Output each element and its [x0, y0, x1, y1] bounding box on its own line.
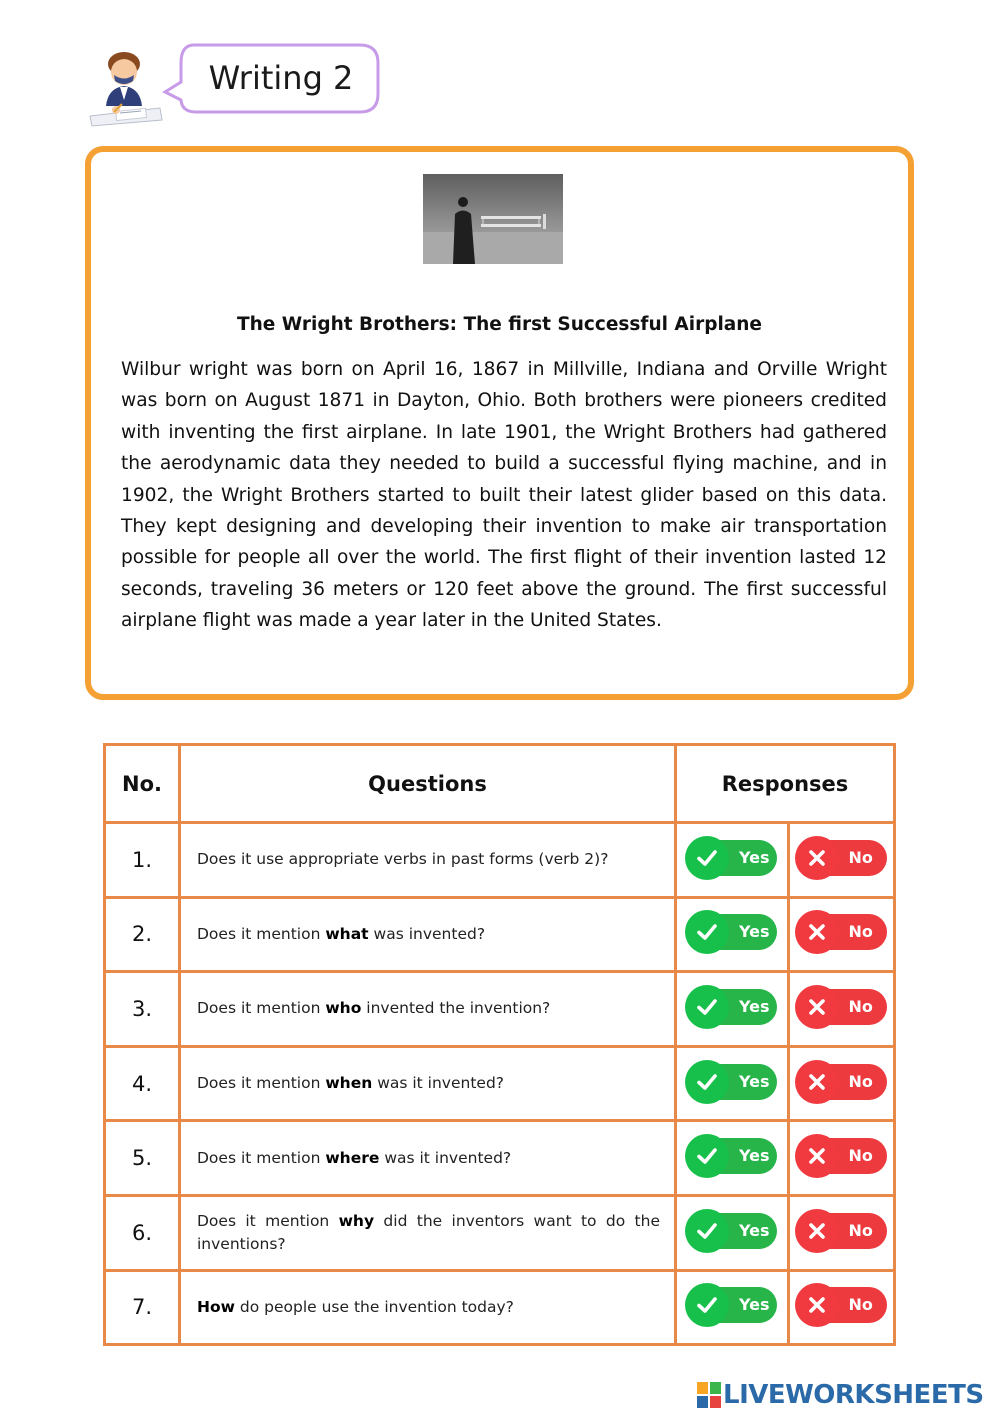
yes-label: Yes	[739, 922, 770, 942]
yes-label: Yes	[739, 847, 770, 867]
question-keyword: why	[338, 1211, 375, 1230]
question-keyword: who	[325, 999, 362, 1018]
table-row	[105, 823, 895, 898]
passage-title: The Wright Brothers: The first Successful Airplane	[237, 314, 762, 335]
question-text-start: Does it mention	[197, 1148, 326, 1167]
close-knob	[795, 836, 839, 880]
table-row	[105, 1121, 895, 1196]
no-button[interactable]	[797, 1064, 887, 1100]
close-knob	[795, 985, 839, 1029]
question-text-end: invented the invention?	[361, 999, 551, 1018]
no-cell	[789, 1270, 895, 1345]
question-text-end: was it invented?	[372, 1074, 505, 1093]
header-responses: Responses	[676, 745, 895, 823]
row-number: 5.	[105, 1121, 180, 1196]
no-button[interactable]	[797, 989, 887, 1025]
reading-passage-box	[85, 146, 914, 700]
close-knob	[795, 910, 839, 954]
no-label: No	[848, 1146, 873, 1166]
question-text-start: Does it mention	[197, 1074, 326, 1093]
liveworksheets-logo-icon	[697, 1382, 721, 1408]
close-knob	[795, 1209, 839, 1253]
yes-button[interactable]	[687, 914, 777, 950]
check-icon	[695, 995, 719, 1019]
no-label: No	[848, 922, 873, 942]
check-knob	[685, 1134, 729, 1178]
question-text-start: Does it mention	[197, 924, 326, 943]
question-keyword: what	[325, 924, 369, 943]
question-text	[180, 1121, 676, 1196]
check-knob	[685, 910, 729, 954]
question-text-end: was it invented?	[379, 1148, 512, 1167]
no-label: No	[848, 996, 873, 1016]
question-keyword: where	[325, 1148, 380, 1167]
question-text-start: Does it use appropriate verbs in past forms (verb 2)?	[197, 850, 609, 869]
table-row	[105, 1270, 895, 1345]
no-cell	[789, 1195, 895, 1270]
close-knob	[795, 1283, 839, 1327]
question-text	[180, 1195, 676, 1270]
liveworksheets-logo	[697, 1378, 984, 1412]
yes-cell	[676, 1046, 789, 1121]
close-icon	[806, 1294, 828, 1316]
yes-button[interactable]	[687, 1213, 777, 1249]
check-icon	[695, 1219, 719, 1243]
check-icon	[695, 1070, 719, 1094]
table-row	[105, 972, 895, 1047]
yes-label: Yes	[739, 1220, 770, 1240]
no-cell	[789, 1121, 895, 1196]
yes-button[interactable]	[687, 1138, 777, 1174]
page-title: Writing 2	[208, 59, 354, 97]
check-icon	[695, 920, 719, 944]
yes-cell	[676, 972, 789, 1047]
close-icon	[806, 847, 828, 869]
close-icon	[806, 1071, 828, 1093]
close-icon	[806, 1145, 828, 1167]
checklist-table	[103, 743, 896, 1346]
logo-text: LIVEWORKSHEETS	[723, 1380, 984, 1410]
wright-flyer-photo	[423, 174, 563, 264]
check-knob	[685, 1209, 729, 1253]
yes-label: Yes	[739, 996, 770, 1016]
title-bubble	[162, 42, 384, 116]
header-no: No.	[105, 745, 180, 823]
question-keyword: when	[325, 1074, 373, 1093]
close-knob	[795, 1060, 839, 1104]
question-text	[180, 972, 676, 1047]
question-keyword: How	[197, 1297, 235, 1316]
close-icon	[806, 996, 828, 1018]
no-cell	[789, 972, 895, 1047]
row-number: 3.	[105, 972, 180, 1047]
row-number: 4.	[105, 1046, 180, 1121]
check-knob	[685, 1283, 729, 1327]
yes-cell	[676, 823, 789, 898]
table-header-row	[105, 745, 895, 823]
yes-label: Yes	[739, 1146, 770, 1166]
no-button[interactable]	[797, 1213, 887, 1249]
question-text	[180, 1046, 676, 1121]
question-text-start: Does it mention	[197, 1211, 339, 1230]
table-row	[105, 897, 895, 972]
question-text	[180, 897, 676, 972]
question-text-start: Does it mention	[197, 999, 326, 1018]
yes-button[interactable]	[687, 989, 777, 1025]
yes-cell	[676, 897, 789, 972]
close-icon	[806, 921, 828, 943]
row-number: 2.	[105, 897, 180, 972]
passage-body: Wilbur wright was born on April 16, 1867 in Millville, Indiana and Orville Wright was born on August 1871 in Dayton, Ohio. Both brothers were pioneers credited with inventing the first airplane. In late 1901, the Wright Brothers had gathered the aerodynamic data they needed to build a successful flying machine, and in 1902, the Wright Brothers started to built their latest glider based on this data. They kept designing and developing their invention to make air transportation possible for people all over the world. The first flight of their invention lasted 12 seconds, traveling 36 meters or 120 feet above the ground. The first successful airplane flight was made a year later in the United States.	[121, 359, 887, 632]
no-label: No	[848, 1220, 873, 1240]
row-number: 6.	[105, 1195, 180, 1270]
close-icon	[806, 1220, 828, 1242]
yes-label: Yes	[739, 1071, 770, 1091]
question-text	[180, 1270, 676, 1345]
check-knob	[685, 1060, 729, 1104]
yes-label: Yes	[739, 1295, 770, 1315]
table-row	[105, 1046, 895, 1121]
yes-button[interactable]	[687, 840, 777, 876]
no-label: No	[848, 847, 873, 867]
no-label: No	[848, 1295, 873, 1315]
no-cell	[789, 823, 895, 898]
close-knob	[795, 1134, 839, 1178]
question-text-end: did the inventors want to do the inventions?	[197, 1211, 660, 1253]
yes-cell	[676, 1270, 789, 1345]
check-knob	[685, 836, 729, 880]
question-text	[180, 823, 676, 898]
check-knob	[685, 985, 729, 1029]
table-row	[105, 1195, 895, 1270]
yes-button[interactable]	[687, 1287, 777, 1323]
header-questions: Questions	[180, 745, 676, 823]
check-icon	[695, 1293, 719, 1317]
row-number: 7.	[105, 1270, 180, 1345]
yes-cell	[676, 1121, 789, 1196]
no-button[interactable]	[797, 914, 887, 950]
no-cell	[789, 897, 895, 972]
yes-button[interactable]	[687, 1064, 777, 1100]
student-writing-icon	[86, 50, 166, 132]
no-button[interactable]	[797, 840, 887, 876]
question-text-end: was invented?	[368, 924, 486, 943]
row-number: 1.	[105, 823, 180, 898]
yes-cell	[676, 1195, 789, 1270]
no-cell	[789, 1046, 895, 1121]
no-label: No	[848, 1071, 873, 1091]
question-text-end: do people use the invention today?	[234, 1297, 514, 1316]
check-icon	[695, 846, 719, 870]
no-button[interactable]	[797, 1287, 887, 1323]
check-icon	[695, 1144, 719, 1168]
no-button[interactable]	[797, 1138, 887, 1174]
